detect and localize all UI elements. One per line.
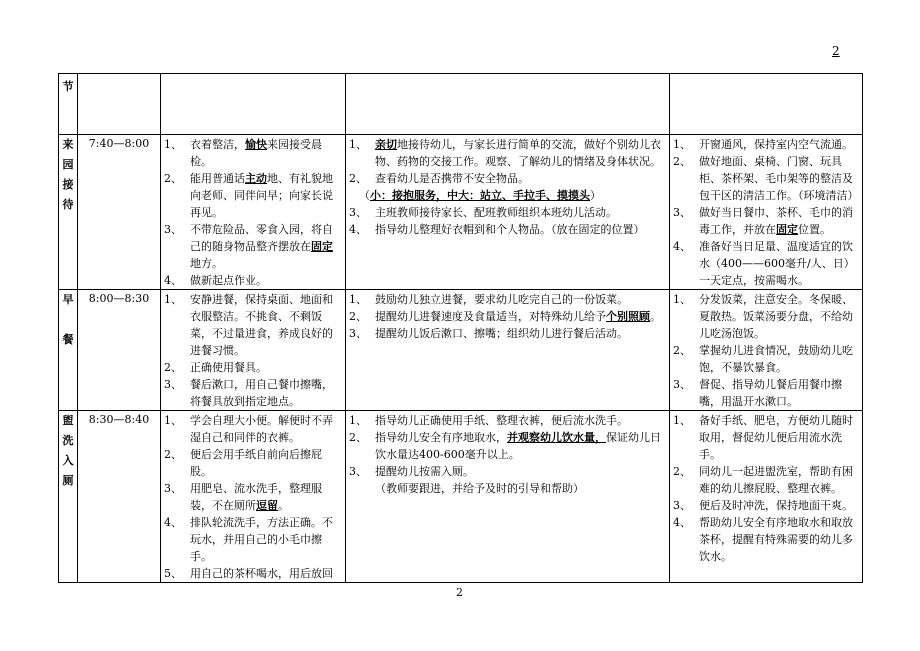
plain-text: 主班教师接待家长、配班教师组织本班幼儿活动。: [375, 206, 617, 219]
plain-text: （: [359, 189, 370, 202]
plain-text: 准备好当日足量、温度适宜的饮水（400——600毫升/人、日）一天定点，按需喝水。: [699, 240, 855, 287]
item-text: [190, 514, 342, 565]
plain-text: （教师要跟进，并给予及时的引导和帮助）: [375, 482, 584, 495]
time-cell: 8:00—8:30: [78, 290, 161, 411]
plain-text: 正确使用餐具。: [190, 361, 267, 374]
plain-text: 。: [650, 310, 661, 323]
item-number: 3、: [673, 378, 691, 391]
item-text: [190, 272, 342, 289]
emphasis-text: 愉快: [245, 138, 267, 151]
item-text: [699, 463, 859, 497]
list-item: [164, 565, 342, 582]
section-char: 盥: [62, 414, 74, 427]
list-item: [349, 136, 666, 170]
section-char: 洗: [62, 434, 74, 447]
item-text: [699, 412, 859, 463]
item-text: [190, 480, 342, 514]
item-text: [699, 204, 859, 238]
plain-text: 查看幼儿是否携带不安全物品。: [375, 172, 529, 185]
list-item: [673, 342, 859, 376]
time-cell: 7:40—8:00: [78, 135, 161, 290]
item-number: 4、: [164, 274, 182, 287]
item-number: 1、: [349, 293, 367, 306]
item-number: 2、: [349, 172, 367, 185]
nurse-duties-cell: [670, 135, 863, 290]
emphasis-text: 个别照顾: [606, 310, 650, 323]
header-section-cell: 节: [59, 74, 78, 135]
teacher-duties-cell: [346, 411, 670, 583]
header-teacher-cell: [346, 74, 670, 135]
plain-text: 用肥皂、流水洗手，整理服装，不在厕所: [190, 482, 322, 512]
emphasis-text: 并观察幼儿饮水量，: [507, 431, 606, 444]
item-text: [699, 497, 859, 514]
emphasis-text: 主动: [245, 172, 267, 185]
plain-text: 安静进餐，保持桌面、地面和衣服整洁。不挑食、不剩饭菜，不过量进食，养成良好的进餐习惯。: [190, 293, 333, 357]
list-item: [164, 412, 342, 446]
list-item: [673, 238, 859, 289]
section-char: 待: [62, 198, 74, 211]
header-nurse-cell: [670, 74, 863, 135]
plain-text: 做新起点作业。: [190, 274, 267, 287]
list-item: [673, 412, 859, 463]
item-number: 1、: [673, 293, 691, 306]
item-number: 2、: [164, 448, 182, 461]
list-item: [349, 221, 666, 238]
item-text: [699, 514, 859, 565]
plain-text: 指导幼儿整理好衣帽到和个人物品。（放在固定的位置）: [375, 223, 645, 236]
emphasis-text: 固定: [311, 240, 333, 253]
plain-text: 鼓励幼儿独立进餐，要求幼儿吃完自己的一份饭菜。: [375, 293, 628, 306]
plain-text: 督促、指导幼儿餐后用餐巾擦嘴，用温开水漱口。: [699, 378, 842, 408]
list-item: [673, 204, 859, 238]
plain-text: 做好地面、桌椅、门窗、玩具柜、茶杯架、毛巾架等的整洁及包干区的清洁工作。（环境清洁）: [699, 155, 859, 202]
list-item: [164, 376, 342, 410]
page-number-bottom: 2: [456, 586, 463, 599]
list-item: [349, 187, 666, 204]
item-number: 1、: [349, 138, 367, 151]
plain-text: 用自己的茶杯喝水，用后放回: [190, 567, 333, 580]
item-number: 3、: [164, 482, 182, 495]
plain-text: 帮助幼儿安全有序地取水和取放茶杯，提醒有特殊需要的幼儿多饮水。: [699, 516, 853, 563]
item-text: [375, 412, 666, 429]
emphasis-text: 逗留: [256, 499, 278, 512]
item-number: 3、: [349, 465, 367, 478]
daily-schedule-table: [58, 73, 863, 583]
plain-text: 地接待幼儿，与家长进行简单的交流，做好个别幼儿衣物、药物的交接工作。观察、了解幼儿的情绪及身体状况。: [375, 138, 661, 168]
item-number: 1、: [164, 414, 182, 427]
item-number: 1、: [164, 138, 182, 151]
list-item: [673, 153, 859, 204]
plain-text: 指导幼儿正确使用手纸、整理衣裤，便后流水洗手。: [375, 414, 628, 427]
item-text: [349, 480, 666, 497]
item-text: [375, 221, 666, 238]
section-char: 餐: [62, 333, 74, 346]
list-item: [349, 412, 666, 429]
item-number: 1、: [673, 138, 691, 151]
item-text: [190, 221, 342, 272]
header-row: [59, 74, 863, 135]
item-text: [699, 238, 859, 289]
item-text: [699, 291, 859, 342]
page-number-top: 2: [832, 44, 840, 58]
plain-text: ）: [590, 189, 601, 202]
plain-text: 提醒幼儿饭后漱口、擦嘴；组织幼儿进行餐后活动。: [375, 327, 628, 340]
item-text: [375, 308, 666, 325]
plain-text: 位置。: [798, 223, 831, 236]
plain-text: 掌握幼儿进食情况，鼓励幼儿吃饱，不暴饮暴食。: [699, 344, 853, 374]
item-text: [375, 325, 666, 342]
item-number: 3、: [164, 223, 182, 236]
item-text: [375, 170, 666, 187]
nurse-duties-cell: [670, 290, 863, 411]
item-number: 4、: [164, 516, 182, 529]
list-item: [673, 497, 859, 514]
item-text: [349, 187, 666, 204]
child-requirements-cell: [161, 135, 346, 290]
item-text: [190, 291, 342, 359]
section-char: 厕: [62, 474, 74, 487]
item-text: [375, 136, 666, 170]
list-item: [164, 291, 342, 359]
item-number: 2、: [349, 310, 367, 323]
item-number: 3、: [349, 206, 367, 219]
item-text: [699, 376, 859, 410]
item-text: [699, 136, 859, 153]
item-text: [375, 463, 666, 480]
list-item: [349, 204, 666, 221]
item-number: 2、: [673, 155, 691, 168]
list-item: [349, 291, 666, 308]
item-number: 4、: [349, 223, 367, 236]
item-text: [190, 376, 342, 410]
list-item: [164, 136, 342, 170]
item-number: 1、: [349, 414, 367, 427]
list-item: [673, 514, 859, 565]
plain-text: 开窗通风，保持室内空气流通。: [699, 138, 853, 151]
section-char: [59, 310, 77, 330]
plain-text: 能用普通话: [190, 172, 245, 185]
emphasis-text: 亲切: [375, 138, 397, 151]
section-char: 园: [62, 158, 74, 171]
item-text: [699, 342, 859, 376]
item-number: 2、: [673, 344, 691, 357]
plain-text: 备好手纸、肥皂，方便幼儿随时取用，督促幼儿便后用流水洗手。: [699, 414, 853, 461]
item-text: [375, 204, 666, 221]
item-number: 2、: [349, 431, 367, 444]
list-item: [164, 480, 342, 514]
item-number: 1、: [673, 414, 691, 427]
item-text: [375, 291, 666, 308]
list-item: [349, 170, 666, 187]
list-item: [349, 480, 666, 497]
plain-text: 指导幼儿安全有序地取水，: [375, 431, 507, 444]
plain-text: 地方。: [190, 257, 223, 270]
nurse-duties-cell: [670, 411, 863, 583]
section-cell: [59, 290, 78, 411]
item-number: 1、: [164, 293, 182, 306]
list-item: [349, 429, 666, 463]
header-time-cell: [78, 74, 161, 135]
list-item: [673, 291, 859, 342]
item-text: [190, 412, 342, 446]
item-number: 5、: [164, 567, 182, 580]
plain-text: 同幼儿一起进盥洗室，帮助有困难的幼儿擦屁股、整理衣裤。: [699, 465, 853, 495]
item-number: 2、: [164, 172, 182, 185]
list-item: [349, 325, 666, 342]
plain-text: 做好当日餐巾、茶杯、毛巾的消毒工作，并放在: [699, 206, 853, 236]
item-text: [190, 359, 342, 376]
plain-text: 不带危险品、零食入园，将自己的随身物品整齐摆放在: [190, 223, 333, 253]
plain-text: 餐后漱口，用自己餐巾擦嘴，将餐具放到指定地点。: [190, 378, 333, 408]
plain-text: 保证幼儿日饮水量达400-600毫升以上。: [375, 431, 661, 461]
plain-text: 提醒幼儿进餐速度及食量适当，对特殊幼儿给予: [375, 310, 606, 323]
table-row: [59, 411, 863, 583]
plain-text: 分发饭菜，注意安全。冬保暖、夏散热。饭菜汤要分盘，不给幼儿吃汤泡饭。: [699, 293, 853, 340]
item-number: 2、: [673, 465, 691, 478]
list-item: [164, 170, 342, 221]
item-text: [190, 446, 342, 480]
teacher-duties-cell: [346, 290, 670, 411]
item-number: 3、: [349, 327, 367, 340]
section-char: 接: [62, 178, 74, 191]
item-text: [190, 136, 342, 170]
emphasis-text: 固定: [776, 223, 798, 236]
list-item: [164, 359, 342, 376]
table-row: [59, 290, 863, 411]
item-text: [375, 429, 666, 463]
plain-text: 地、有礼貌地向老师、同伴问早；向家长说再见。: [190, 172, 333, 219]
item-number: 3、: [673, 499, 691, 512]
item-text: [190, 565, 342, 582]
list-item: [673, 463, 859, 497]
child-requirements-cell: [161, 290, 346, 411]
section-char: 来: [62, 138, 74, 151]
table-row: [59, 135, 863, 290]
section-cell: [59, 411, 78, 583]
item-number: 3、: [164, 378, 182, 391]
item-number: 4、: [673, 516, 691, 529]
plain-text: 来园接受晨检。: [190, 138, 322, 168]
plain-text: 提醒幼儿按需入厕。: [375, 465, 474, 478]
section-char: 入: [62, 454, 74, 467]
list-item: [164, 446, 342, 480]
list-item: [349, 308, 666, 325]
plain-text: 学会自理大小便。解便时不弄湿自己和同伴的衣裤。: [190, 414, 333, 444]
teacher-duties-cell: [346, 135, 670, 290]
item-text: [699, 153, 859, 204]
section-char: 早: [62, 293, 74, 306]
child-requirements-cell: [161, 411, 346, 583]
time-cell: 8:30—8:40: [78, 411, 161, 583]
list-item: [164, 514, 342, 565]
list-item: [673, 376, 859, 410]
plain-text: 。: [278, 499, 289, 512]
item-number: 4、: [673, 240, 691, 253]
item-text: [190, 170, 342, 221]
plain-text: 衣着整洁，: [190, 138, 245, 151]
list-item: [349, 463, 666, 480]
section-cell: [59, 135, 78, 290]
header-child-cell: [161, 74, 346, 135]
plain-text: 便后会用手纸自前向后擦屁股。: [190, 448, 322, 478]
list-item: [673, 136, 859, 153]
list-item: [164, 221, 342, 272]
item-number: 2、: [164, 361, 182, 374]
plain-text: 便后及时冲洗，保持地面干爽。: [699, 499, 853, 512]
list-item: [164, 272, 342, 289]
emphasis-text: 小：接抱服务，中大：站立、手拉手、摸摸头: [370, 189, 590, 202]
plain-text: 排队轮流洗手，方法正确。不玩水，并用自己的小毛巾擦手。: [190, 516, 333, 563]
item-number: 3、: [673, 206, 691, 219]
